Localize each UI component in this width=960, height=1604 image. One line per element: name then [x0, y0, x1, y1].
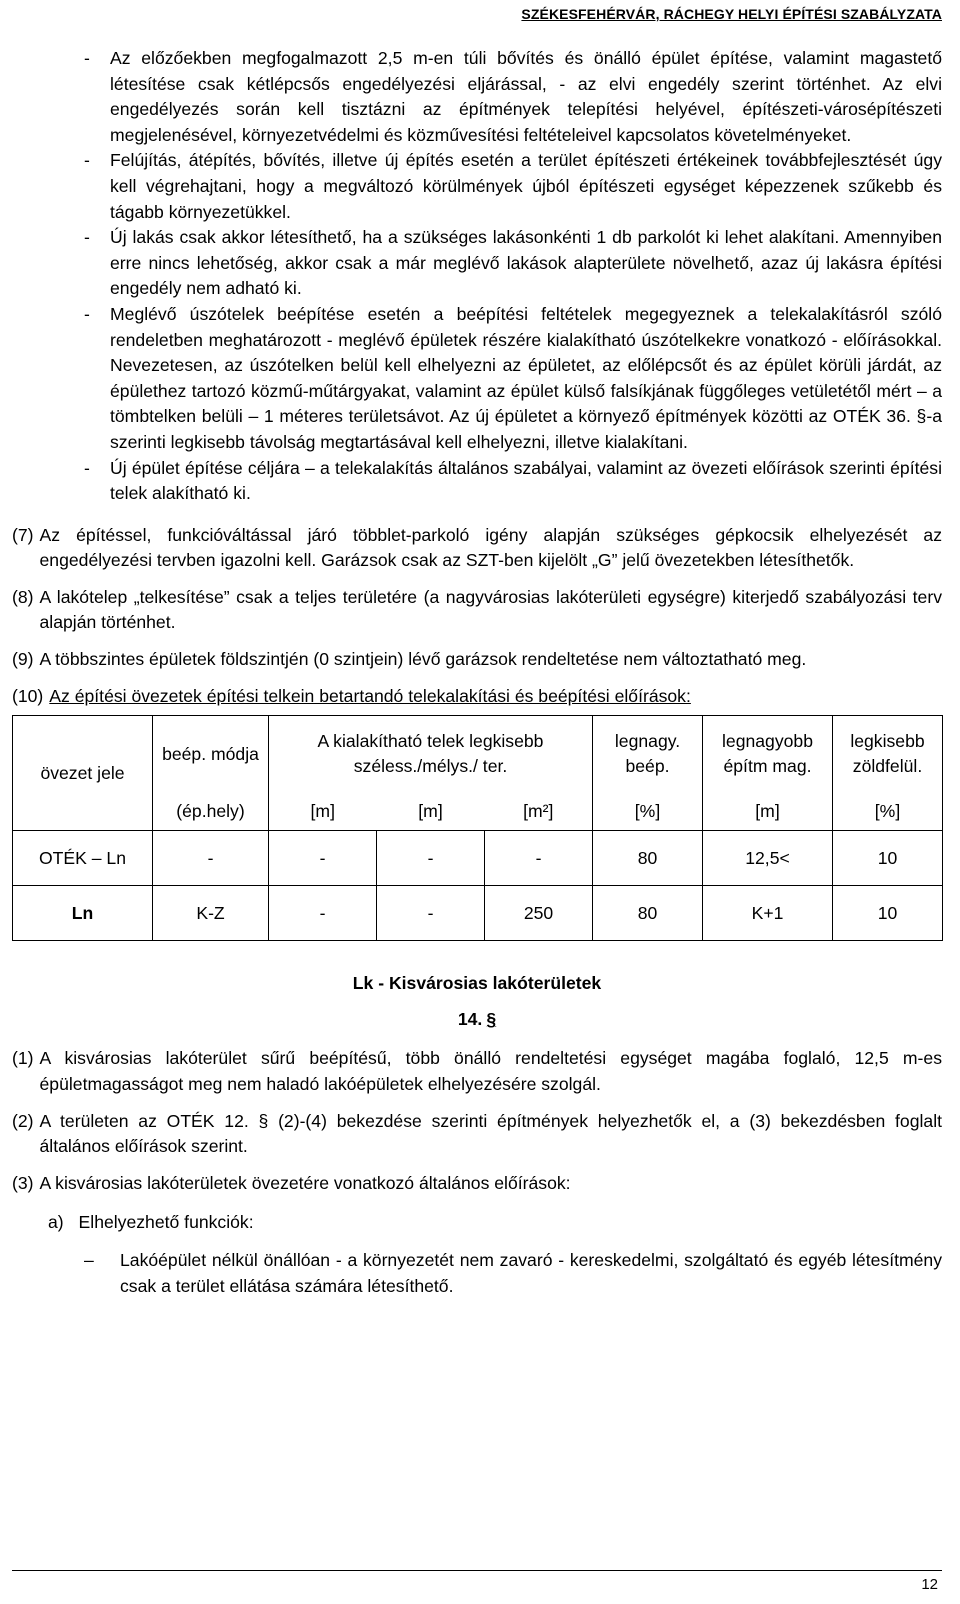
table-cell: 250 [485, 886, 593, 941]
paragraph-text: A területen az OTÉK 12. § (2)-(4) bekezdése szerinti építmények helyezhetők el, a (3) bekezdésben foglalt általános előírások szerint. [39, 1110, 942, 1157]
section-sign: § [486, 1008, 497, 1029]
table-cell: OTÉK – Ln [13, 831, 153, 886]
dash-marker: – [84, 1250, 94, 1270]
table-header-cell: A kialakítható telek legkisebb széless./mélys./ ter. [269, 716, 593, 793]
table-cell: - [377, 886, 485, 941]
dash-marker: - [84, 227, 90, 248]
footer-divider [12, 1570, 942, 1571]
dash-marker: - [84, 48, 90, 68]
paragraph-text: A többszintes épületek földszintjén (0 szintjein) lévő garázsok rendeltetése nem változtatható meg. [39, 649, 807, 670]
table-cell: K+1 [703, 886, 833, 941]
table-cell: K-Z [153, 886, 269, 941]
list-item-text: Felújítás, átépítés, bővítés, illetve új építés esetén a terület építészeti értékeinek továbbfejlesztését úgy kell végrehajtani, hogy a megváltozó körülmények újból építészeti egységet képezzenek szűkebb és tágabb környezetükkel. [110, 150, 942, 222]
dash-item [12, 1248, 942, 1299]
table-header-cell: beép. módja [153, 716, 269, 793]
section-paragraph-2 [12, 1109, 942, 1160]
sub-item-label: a) [48, 1212, 64, 1233]
table-cell: - [153, 831, 269, 886]
paragraph-text: Az építési övezetek építési telkein betartandó telekalakítási és beépítési előírások: [49, 685, 691, 706]
sub-item-text: Elhelyezhető funkciók: [78, 1212, 254, 1233]
table-cell: 80 [593, 886, 703, 941]
list-item-text: Az előzőekben megfogalmazott 2,5 m-en túli bővítés és önálló épület építése, valamint magastető létesítése csak kétlépcsős engedélyezési eljárással, - az elvi engedély szerint történhet. Az elvi engedélyezés során kell tisztázni az építmények telepítési helyével, építészeti-városépítészeti megjelenésével, környezetvédelmi és közművesítési feltételeivel kapcsolatos követelményeket. [110, 48, 942, 145]
paragraph-7 [12, 523, 942, 574]
table-header-cell: legnagyobb építm mag. [703, 716, 833, 793]
table-header-row [13, 716, 943, 793]
dash-item-text: Lakóépület nélkül önállóan - a környezetét nem zavaró - kereskedelmi, szolgáltató és egyéb létesítmény csak a terület ellátása számára létesíthető. [120, 1250, 942, 1296]
dash-marker: - [84, 150, 90, 171]
paragraph-text: A kisvárosias lakóterület sűrű beépítésű, több önálló rendeltetési egységet magába foglaló, 12,5 m-es épületmagasságot meg nem haladó lakóépületek elhelyezésére szolgál. [39, 1048, 942, 1095]
table-header-cell: legkisebb zöldfelül. [833, 716, 943, 793]
section-paragraph-3 [12, 1171, 942, 1197]
bullet-list [84, 46, 942, 507]
list-item [84, 225, 942, 302]
paragraph-10 [12, 684, 942, 710]
list-item-text: Új épület építése céljára – a telekalakítás általános szabályai, valamint az övezeti előírások szerinti építési telek alakítható ki. [110, 457, 942, 504]
table-unit-cell: [m²] [485, 792, 593, 831]
table-units-row [13, 792, 943, 831]
table-cell: Ln [13, 886, 153, 941]
paragraph-9 [12, 647, 942, 673]
dash-marker: - [84, 457, 90, 478]
paragraph-number: (2) [12, 1110, 34, 1131]
section-title: Lk - Kisvárosias lakóterületek [352, 973, 602, 994]
table-header-cell: övezet jele [13, 716, 153, 831]
section-number [12, 1007, 942, 1033]
page-content [12, 46, 942, 1299]
list-item [84, 148, 942, 225]
paragraph-number: (10) [12, 685, 44, 706]
table-unit-cell: (ép.hely) [153, 792, 269, 831]
paragraph-number: (7) [12, 524, 34, 545]
table-cell: 10 [833, 886, 943, 941]
table-unit-cell: [m] [377, 792, 485, 831]
page-number: 12 [921, 1576, 938, 1593]
table-cell: - [377, 831, 485, 886]
table-row [13, 831, 943, 886]
table-unit-cell: [%] [593, 792, 703, 831]
list-item-text: Meglévő úszótelek beépítése esetén a beépítési feltételek megegyeznek a telekalakításról szóló rendeletben meghatározott - meglévő épületek részére kialakítható úszótelkekre vonatkozó - előírásokkal. Nevezetesen, az úszótelken belül kell elhelyezni az épületet, az előlépcsőt és az épület körüli járdát, az épülethez tartozó közmű-műtárgyakat, valamint az épület külső falsíkjának függőleges vetületétől mért – a tömbtelken belüli – 1 méteres területsávot. Az új épületet a környező építmények közötti az OTÉK 36. §-a szerinti legkisebb távolság megtartásával kell elhelyezni, illetve kialakítani. [110, 303, 942, 452]
table-row [13, 886, 943, 941]
list-item [84, 46, 942, 148]
table-cell: 80 [593, 831, 703, 886]
table-cell: - [269, 886, 377, 941]
table-header-cell: legnagy. beép. [593, 716, 703, 793]
paragraph-number: (1) [12, 1048, 34, 1069]
dash-marker: - [84, 303, 90, 324]
table-unit-cell: [m] [703, 792, 833, 831]
paragraph-number: (9) [12, 649, 34, 670]
paragraph-text: A kisvárosias lakóterületek övezetére vonatkozó általános előírások: [39, 1172, 571, 1193]
table-cell: 10 [833, 831, 943, 886]
list-item [84, 302, 942, 456]
paragraph-number: (8) [12, 586, 34, 607]
section-number-value: 14. [457, 1008, 483, 1029]
list-item-text: Új lakás csak akkor létesíthető, ha a szükséges lakásonkénti 1 db parkolót ki lehet alakítani. Amennyiben erre nincs lehetőség, akkor csak a már meglévő lakások alapterülete növelhető, azaz új lakásra építési engedély nem adható ki. [110, 227, 942, 299]
paragraph-text: A lakótelep „telkesítése” csak a teljes területére (a nagyvárosias lakóterületi egységre) kiterjedő szabályozási terv alapján történhet. [39, 586, 942, 633]
table-cell: 12,5< [703, 831, 833, 886]
section-paragraph-1 [12, 1046, 942, 1097]
zoning-table [12, 715, 943, 941]
table-unit-cell: [m] [269, 792, 377, 831]
sub-item-a [12, 1210, 942, 1236]
paragraph-number: (3) [12, 1172, 34, 1193]
table-cell: - [485, 831, 593, 886]
paragraph-text: Az építéssel, funkcióváltással járó többlet-parkoló igény alapján szükséges gépkocsik elhelyezését az engedélyezési tervben igazolni kell. Garázsok csak az SZT-ben kijelölt „G” jelű övezetekben létesíthetők. [39, 524, 942, 571]
table-cell: - [269, 831, 377, 886]
list-item [84, 456, 942, 507]
paragraph-8 [12, 585, 942, 636]
table-unit-cell: [%] [833, 792, 943, 831]
document-header: SZÉKESFEHÉRVÁR, RÁCHEGY HELYI ÉPÍTÉSI SZABÁLYZATA [521, 6, 942, 22]
